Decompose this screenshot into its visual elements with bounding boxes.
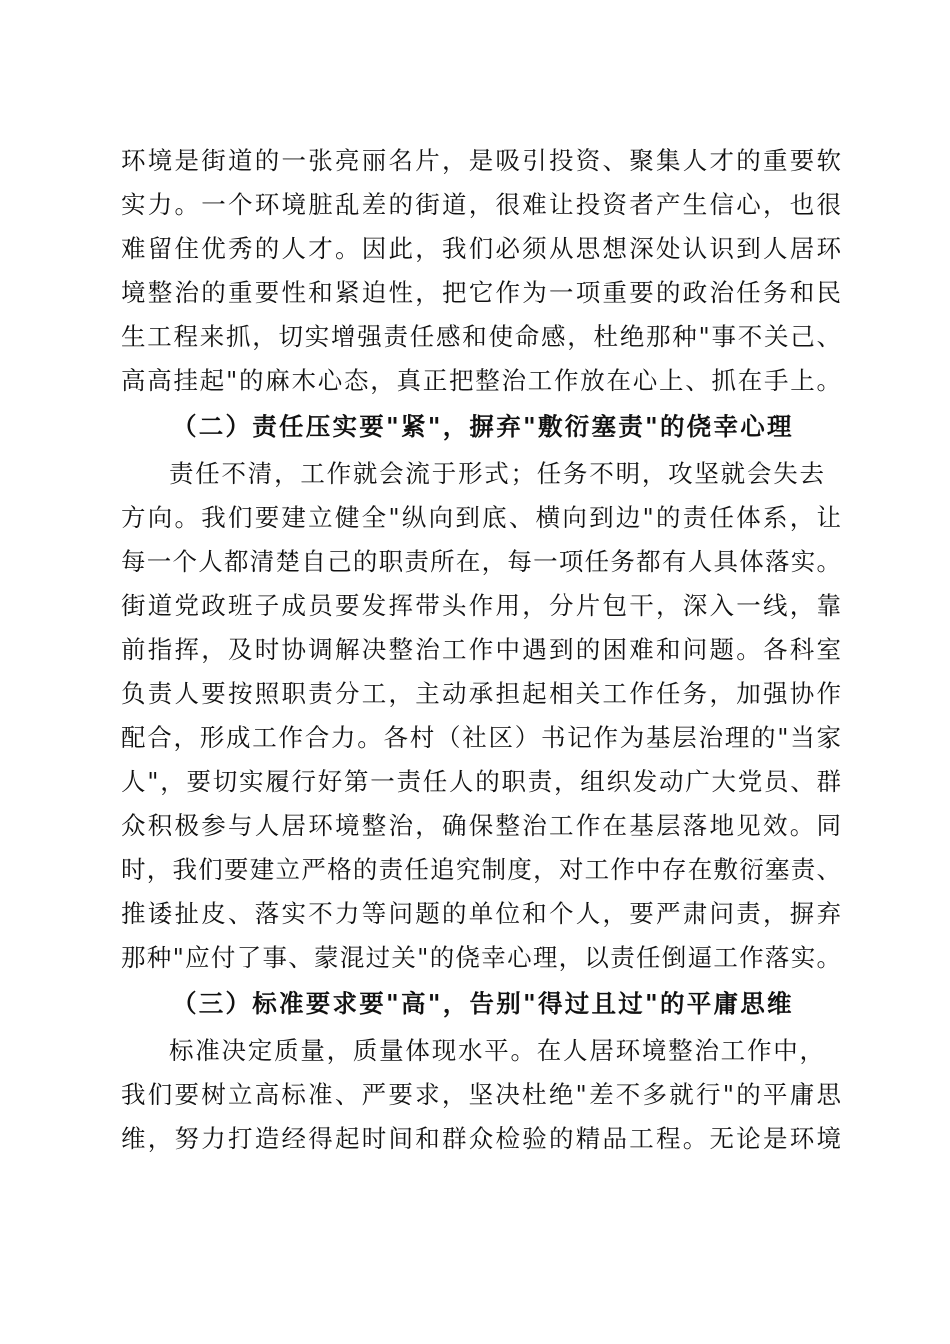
body-text-line: 前指挥，及时协调解决整治工作中遇到的困难和问题。各科室 (121, 635, 841, 664)
body-text-line: 方向。我们要建立健全"纵向到底、横向到边"的责任体系，让 (121, 503, 841, 532)
body-text-line: 街道党政班子成员要发挥带头作用，分片包干，深入一线，靠 (121, 591, 841, 620)
body-text-line: 环境是街道的一张亮丽名片，是吸引投资、聚集人才的重要软 (121, 146, 841, 175)
body-text-line: 人"，要切实履行好第一责任人的职责，组织发动广大党员、群 (121, 767, 841, 796)
section-heading: （二）责任压实要"紧"，摒弃"敷衍塞责"的侥幸心理 (172, 412, 792, 441)
body-text-line: 难留住优秀的人才。因此，我们必须从思想深处认识到人居环 (121, 234, 841, 263)
body-text-line: 维，努力打造经得起时间和群众检验的精品工程。无论是环境 (121, 1124, 841, 1153)
body-text-line: 推诿扯皮、落实不力等问题的单位和个人，要严肃问责，摒弃 (121, 899, 841, 928)
body-text-line: 时，我们要建立严格的责任追究制度，对工作中存在敷衍塞责、 (121, 855, 841, 884)
body-text-line: 生工程来抓，切实增强责任感和使命感，杜绝那种"事不关己、 (121, 322, 841, 351)
body-text-line: 每一个人都清楚自己的职责所在，每一项任务都有人具体落实。 (121, 547, 841, 576)
body-text-line: 实力。一个环境脏乱差的街道，很难让投资者产生信心，也很 (121, 190, 841, 219)
body-text-line: 高高挂起"的麻木心态，真正把整治工作放在心上、抓在手上。 (121, 366, 841, 395)
section-heading: （三）标准要求要"高"，告别"得过且过"的平庸思维 (172, 989, 792, 1018)
body-text-line: 境整治的重要性和紧迫性，把它作为一项重要的政治任务和民 (121, 278, 841, 307)
body-text-line: 那种"应付了事、蒙混过关"的侥幸心理，以责任倒逼工作落实。 (121, 943, 841, 972)
body-text-line: 负责人要按照职责分工，主动承担起相关工作任务，加强协作 (121, 679, 841, 708)
paragraph-first-line: 标准决定质量，质量体现水平。在人居环境整治工作中， (169, 1036, 824, 1065)
body-text-line: 众积极参与人居环境整治，确保整治工作在基层落地见效。同 (121, 811, 841, 840)
body-text-line: 配合，形成工作合力。各村（社区）书记作为基层治理的"当家 (121, 723, 841, 752)
body-text-line: 我们要树立高标准、严要求，坚决杜绝"差不多就行"的平庸思 (121, 1080, 841, 1109)
paragraph-first-line: 责任不清，工作就会流于形式；任务不明，攻坚就会失去 (169, 459, 824, 488)
